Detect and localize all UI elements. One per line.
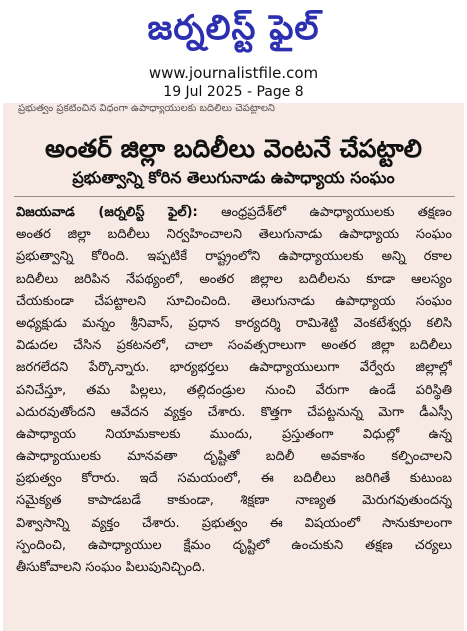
site-url[interactable]: www.journalistfile.com	[148, 64, 319, 82]
article-line: అధ్యక్షుడు మన్నం శ్రీనివాస్, ప్రధాన కార్యదర్శి రామిశెట్టి వెంకటేశ్వర్లు కలిసి	[16, 315, 452, 331]
divider	[14, 196, 455, 197]
article-line: పనిచేస్తూ, తమ పిల్లలు, తల్లిదండ్రుల నుంచి వేరుగా ఉండే పరిస్థితి	[16, 382, 452, 398]
article-line: ఉపాధ్యాయులకు మానవతా దృష్టితో బదిలీ అవకాశం కల్పించాలని	[16, 449, 452, 465]
cut-off-text-line: ప్రభుత్వం ప్రకటించిన విధంగా ఉపాధ్యాయులకు బదిలీలు చేపట్టాలని	[18, 104, 275, 114]
article-line: బదిలీలు జరిపిన నేపథ్యంలో, అంతర జిల్లాల బదిలీలను కూడా ఆలస్యం	[16, 271, 452, 287]
article-line: ఎదురవుతోందని ఆవేదన వ్యక్తం చేశారు. కొత్తగా చేపట్టనున్న మెగా డీఎస్సీ	[16, 404, 452, 420]
article-line-text: ఆంధ్రప్రదేశ్‌లో ఉపాధ్యాయులకు తక్షణం	[221, 205, 452, 220]
article-line: ఉపాధ్యాయ నియామకాలకు ముందు, ప్రస్తుతంగా విధుల్లో ఉన్న	[16, 426, 452, 442]
article-line: ప్రభుత్వం కోరారు. ఇదే సమయంలో, ఈ బదిలీలు జరిగితే కుటుంబ	[16, 471, 452, 487]
article-line: విశ్వాసాన్ని వ్యక్తం చేశారు. ప్రభుత్వం ఈ విషయంలో సానుకూలంగా	[16, 515, 452, 531]
site-logo[interactable]: జర్నలిస్ట్ ఫైల్	[147, 8, 320, 48]
article-line: జరగలేదని పేర్కొన్నారు. భార్యభర్తలు ఉపాధ్యాయులుగా వేర్వేరు జిల్లాల్లో	[16, 360, 452, 376]
article-line	[16, 202, 452, 224]
masthead	[0, 0, 467, 58]
date-page-line: 19 Jul 2025 - Page 8	[163, 84, 304, 100]
article-body	[16, 202, 452, 579]
article-subheadline: ప్రభుత్వాన్ని కోరిన తెలుగునాడు ఉపాధ్యాయ సంఘం	[72, 168, 395, 187]
article-line: విడుదల చేసిన ప్రకటనలో, చాలా సంవత్సరాలుగా అంతర జిల్లా బదిలీలు	[16, 338, 452, 354]
article-line: చేయకుండా చేపట్టాలని సూచించింది. తెలుగునాడు ఉపాధ్యాయ సంఘం	[16, 293, 452, 309]
article-line: ప్రభుత్వాన్ని కోరింది. ఇప్పటికే రాష్ట్రంలోని ఉపాధ్యాయులకు అన్ని రకాల	[16, 249, 452, 265]
article-line: సమైక్యత కాపాడబడే కాకుండా, శిక్షణా నాణ్యత మెరుగవుతుందన్న	[16, 493, 452, 509]
article-line: స్పందించి, ఉపాధ్యాయుల క్షేమం దృష్టిలో ఉంచుకుని తక్షణ చర్యలు	[16, 537, 452, 553]
article-headline: అంతర్ జిల్లా బదిలీలు వెంటనే చేపట్టాలి	[44, 134, 423, 163]
article-line: తీసుకోవాలని సంఘం పిలుపునిచ్చింది.	[16, 560, 206, 575]
article-line: అంతర జిల్లా బదిలీలు నిర్వహించాలని తెలుగునాడు ఉపాధ్యాయ సంఘం	[16, 227, 452, 243]
article-dateline: విజయవాడ (జర్నలిస్ట్ ఫైల్):	[16, 205, 198, 220]
